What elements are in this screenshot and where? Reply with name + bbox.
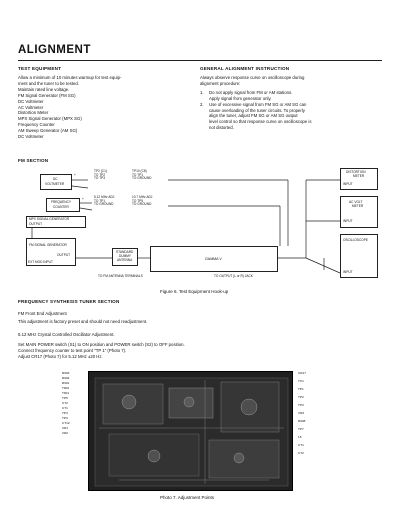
dc-voltmeter-label-1: DC: [53, 177, 58, 181]
photo-label: T901: [62, 391, 70, 395]
oscilloscope-box: [340, 234, 378, 278]
equipment-item: DC Voltmeter: [18, 98, 44, 104]
photo-label: CT1: [62, 406, 68, 410]
instruction-line: align the tuner, adjust FM SG or AM SG output: [209, 113, 298, 119]
photo-label: R903: [62, 371, 70, 375]
oscilloscope-input-label: INPUT: [343, 270, 353, 274]
distortion-meter-label-1: DISTORTION: [346, 170, 366, 174]
general-instruction-section: [200, 66, 382, 131]
photo-label: CT2: [298, 451, 304, 455]
instruction-line: level control so that response curve on oscilloscope is: [209, 119, 312, 125]
mpx-output-label: OUTPUT: [29, 222, 43, 226]
synthesis-note: This adjustment is factory preset and should not need readjustment.: [18, 319, 148, 324]
step-2: Connect frequency counter to test point "TP 1" (Photo 7).: [18, 347, 127, 353]
ac-voltmeter-label-1: AC VOLT: [349, 200, 363, 204]
pcb-photo-illustration: [89, 372, 293, 491]
photo-label: TP7: [298, 427, 304, 431]
frequency-counter-label-2: COUNTER: [53, 205, 69, 209]
photo-label: R901: [62, 381, 70, 385]
instruction-line: 2. Use of excessive signal from FM SG or AM SG can: [200, 101, 307, 107]
instruction-line: 1. Do not apply signal from FM or AM stations.: [200, 89, 293, 95]
dc-voltmeter-label-2: VOLTMETER: [45, 182, 65, 186]
photo-label: TP2: [298, 395, 304, 399]
figure6-caption: Figure 6. Test Equipment Hook-up: [160, 289, 229, 294]
test-equipment-intro-1: Allow a minimum of 10 minutes warmup for test equip-: [18, 75, 122, 80]
equipment-item: Distortion Meter: [18, 110, 49, 116]
oscillator-steps: [18, 342, 382, 360]
photo-label: TP3: [62, 416, 68, 420]
tuner-label: GAMMA V: [205, 257, 222, 261]
tuner-box: [150, 246, 278, 272]
step-3: Adjust CR17 (Photo 7) for 5.12 MHz ±20 Hz.: [18, 353, 103, 359]
distortion-meter-label-2: METER: [353, 174, 365, 178]
equipment-item: MPX Signal Generator (MPX SG): [18, 116, 82, 122]
equipment-item: DC Voltmeter: [18, 134, 44, 140]
photo-label: R908: [298, 419, 306, 423]
mod-input-label: EXT MOD INPUT: [28, 260, 53, 264]
photo-label: TP1: [298, 387, 304, 391]
instruction-line: not distorted.: [209, 125, 234, 131]
test-equipment-heading: TEST EQUIPMENT: [18, 66, 62, 71]
photo-label: CT2: [62, 401, 68, 405]
photo-label: TP5: [62, 396, 68, 400]
step-1: Set MAIN POWER switch (S1) to ON position and POWER switch (S2) to OFF position.: [18, 342, 185, 347]
equipment-item: AM Sweep Generator (AM SG): [18, 128, 78, 134]
photo7-caption: Photo 7. Adjustment Points: [160, 495, 215, 500]
distortion-meter-box: [340, 168, 378, 190]
equipment-list: [18, 93, 188, 140]
counter-col1: 5.12 MHz ADJ TO TP1 TO GROUND: [94, 195, 115, 207]
frequency-counter-box: [46, 198, 80, 212]
frequency-counter-polarity: +: [82, 197, 84, 201]
dummy-antenna-box: [112, 248, 138, 266]
hookup-diagram: [18, 166, 382, 286]
ac-voltmeter-label-2: METER: [352, 204, 364, 208]
photo-label: TP4: [62, 411, 68, 415]
photo-label: TP3: [298, 403, 304, 407]
equipment-item: AC Voltmeter: [18, 104, 44, 110]
equipment-item: FM Signal Generator (FM SG): [18, 92, 76, 98]
test-equipment-intro-3: Maintain rated line voltage.: [18, 86, 70, 92]
photo-label: CR17: [298, 371, 306, 375]
photo-label: L5: [298, 435, 302, 439]
general-instruction-intro-2: alignment procedure:: [200, 80, 241, 86]
page-title: ALIGNMENT: [18, 44, 91, 56]
dummy-antenna-label-1: STANDARD: [116, 250, 134, 254]
fm-generator-label: FM SIGNAL GENERATOR: [29, 243, 67, 247]
ac-voltmeter-box: [340, 196, 378, 228]
ac-input-label: INPUT: [343, 219, 353, 223]
fm-generator-box: [26, 238, 76, 266]
mpx-generator-box: [26, 216, 86, 228]
oscilloscope-label: OSCILLOSCOPE: [343, 238, 368, 242]
photo-label: TC1: [298, 379, 304, 383]
dc-voltmeter-box: [40, 174, 72, 190]
to-fm-antenna-label: TO FM ANTENNA TERMINALS: [98, 274, 143, 278]
distortion-input-label: INPUT: [343, 182, 353, 186]
general-instruction-intro-1: Always observe response curve on oscilloscope during: [200, 75, 305, 80]
instruction-line: Apply signal from generator only.: [209, 95, 272, 101]
fm-output-label: OUTPUT: [57, 253, 71, 257]
test-equipment-section: [18, 66, 188, 140]
general-instruction-heading: GENERAL ALIGNMENT INSTRUCTION: [200, 66, 290, 71]
resistor-col2: TP10 (C8) TO TP1 TO GROUND: [132, 169, 152, 181]
mpx-generator-label: MPX SIGNAL GENERATOR: [29, 217, 70, 221]
instruction-line: cause overloading of the tuner circuits. To properly: [209, 107, 305, 113]
dummy-antenna-label-2: DUMMY: [119, 254, 132, 258]
dummy-antenna-label-3: ANTENNA: [117, 258, 133, 262]
synthesis-heading: FREQUENCY SYNTHESIS TUNER SECTION: [18, 299, 120, 304]
title-rule: [18, 60, 382, 61]
photo-label: VR3: [298, 411, 305, 415]
frequency-counter-label-1: FREQUENCY: [51, 200, 72, 204]
dc-voltmeter-polarity: +: [74, 173, 76, 177]
synthesis-subheading: FM Front End Adjustment: [18, 311, 67, 316]
photo-label: CT1: [298, 443, 304, 447]
counter-col2: 10.7 MHz ADJ TO TP5 TO GROUND: [132, 195, 153, 207]
oscillator-heading: 5.12 MHz Crystal Controlled Oscillator Adjustment.: [18, 332, 115, 337]
adjustment-photo: [88, 371, 293, 491]
photo-label: R902: [62, 376, 70, 380]
equipment-item: Frequency Counter: [18, 122, 55, 128]
fm-section-heading: FM SECTION: [18, 158, 49, 163]
to-output-label: TO OUTPUT (L or R) JACK: [214, 274, 253, 278]
resistor-col1: TP2 (C1) TO TP2 TO TP3: [94, 169, 107, 181]
photo-label: CT12: [62, 421, 70, 425]
test-equipment-intro-2: ment and the tuner to be tested.: [18, 80, 79, 86]
photo-label: T902: [62, 386, 70, 390]
photo-label: VR1: [62, 426, 69, 430]
photo-label: VR2: [62, 431, 69, 435]
